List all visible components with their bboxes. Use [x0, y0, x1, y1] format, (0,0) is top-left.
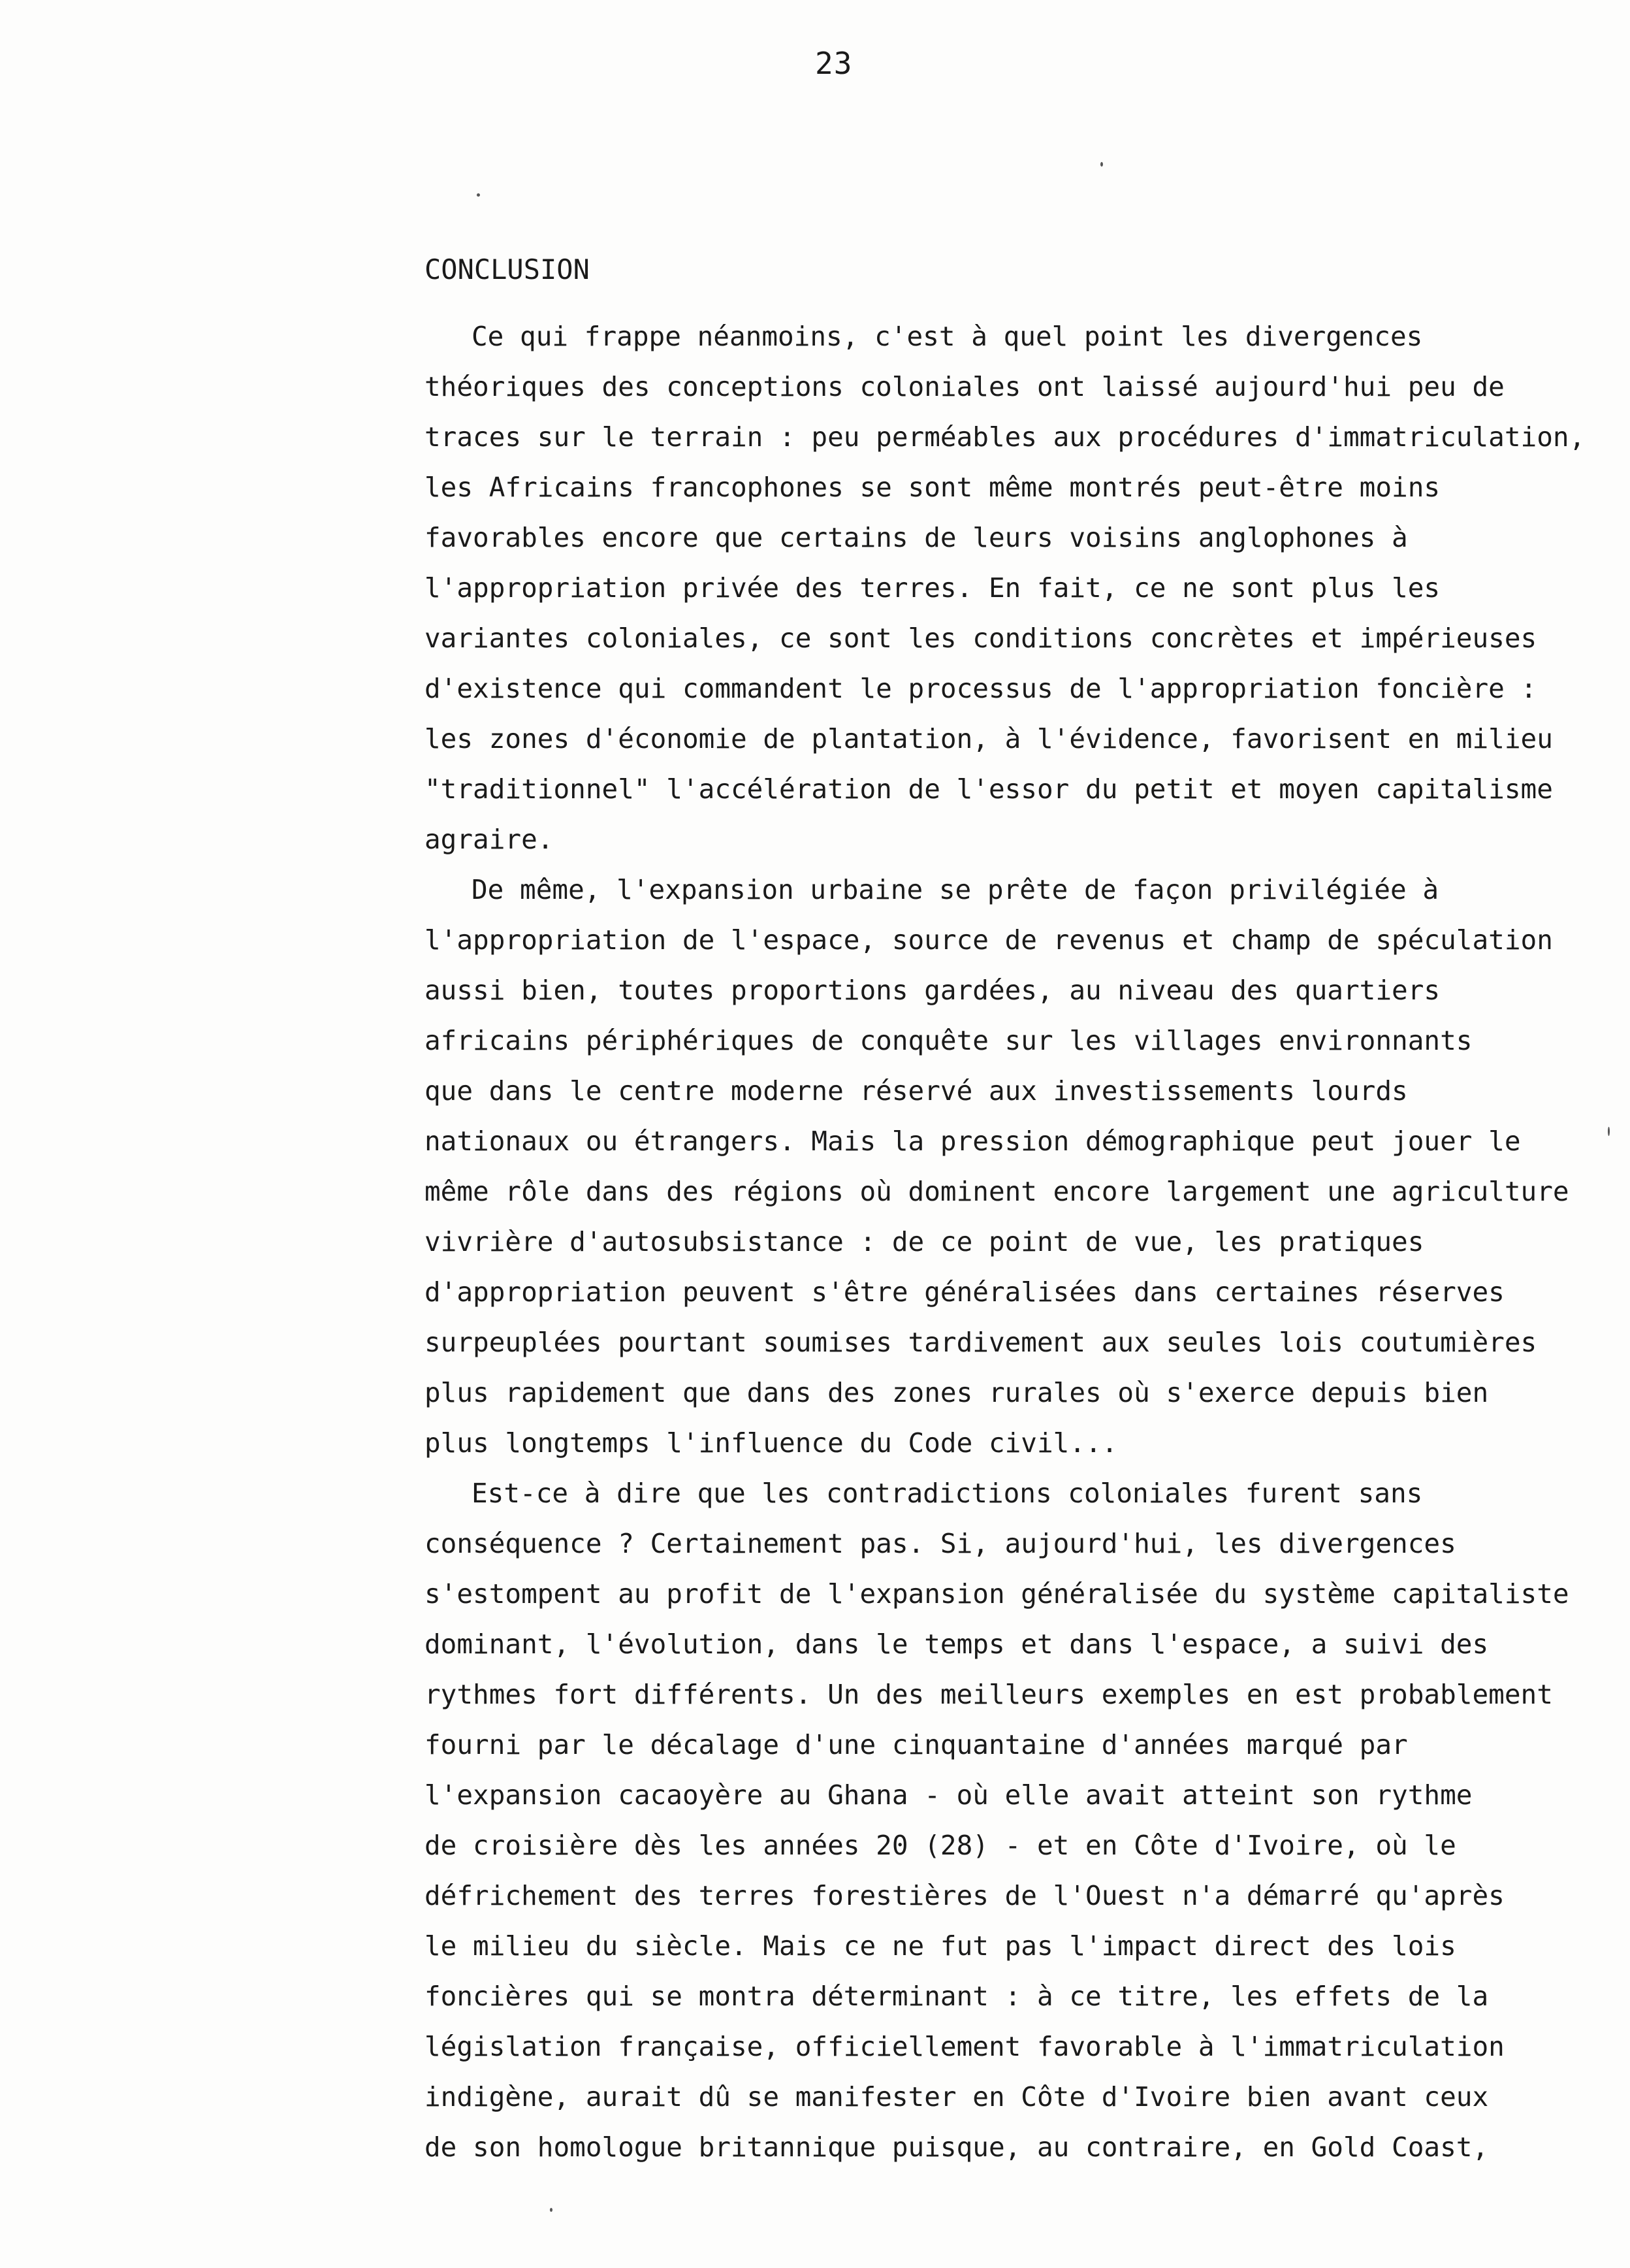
section-heading: CONCLUSION [424, 253, 590, 285]
paragraph [424, 865, 1613, 1468]
text-line: d'existence qui commandent le processus de l'appropriation foncière : [424, 673, 1537, 704]
text-line: rythmes fort différents. Un des meilleurs exemples en est probablement [424, 1679, 1553, 1710]
text-line: conséquence ? Certainement pas. Si, aujourd'hui, les divergences [424, 1528, 1456, 1559]
text-line: que dans le centre moderne réservé aux investissements lourds [424, 1075, 1408, 1107]
text-line: aussi bien, toutes proportions gardées, au niveau des quartiers [424, 975, 1441, 1006]
text-line: africains périphériques de conquête sur les villages environnants [424, 1025, 1473, 1056]
text-line: nationaux ou étrangers. Mais la pression démographique peut jouer le [424, 1126, 1521, 1157]
page-number: 23 [815, 46, 853, 81]
text-line: de son homologue britannique puisque, au contraire, en Gold Coast, [424, 2131, 1489, 2163]
text-line: législation française, officiellement favorable à l'immatriculation [424, 2031, 1505, 2062]
text-line: traces sur le terrain : peu perméables aux procédures d'immatriculation, [424, 421, 1586, 453]
text-line: le milieu du siècle. Mais ce ne fut pas l'impact direct des lois [424, 1930, 1456, 1962]
text-line: s'estompent au profit de l'expansion généralisée du système capitaliste [424, 1578, 1569, 1610]
text-line: vivrière d'autosubsistance : de ce point de vue, les pratiques [424, 1226, 1424, 1257]
text-line: indigène, aurait dû se manifester en Côte d'Ivoire bien avant ceux [424, 2081, 1489, 2113]
paragraph [424, 312, 1613, 865]
text-line: l'appropriation de l'espace, source de revenus et champ de spéculation [424, 924, 1553, 956]
text-line: "traditionnel" l'accélération de l'essor du petit et moyen capitalisme [424, 773, 1553, 805]
scan-speck [550, 2208, 552, 2212]
scan-speck [1608, 1127, 1610, 1136]
scan-speck [477, 193, 480, 197]
text-line: l'expansion cacaoyère au Ghana - où elle avait atteint son rythme [424, 1779, 1473, 1811]
text-line: plus rapidement que dans des zones rurales où s'exerce depuis bien [424, 1377, 1489, 1408]
paragraph-first-line: De même, l'expansion urbaine se prête de façon privilégiée à [471, 874, 1439, 905]
text-line: dominant, l'évolution, dans le temps et dans l'espace, a suivi des [424, 1628, 1489, 1660]
text-line: agraire. [424, 824, 554, 855]
paragraph-list [424, 312, 1613, 2173]
body-text [424, 245, 1613, 2173]
paragraph-first-line: Est-ce à dire que les contradictions coloniales furent sans [471, 1478, 1423, 1509]
text-line: plus longtemps l'influence du Code civil... [424, 1427, 1118, 1459]
paragraph [424, 1468, 1613, 2173]
text-line: défrichement des terres forestières de l'Ouest n'a démarré qu'après [424, 1880, 1505, 1911]
text-line: fourni par le décalage d'une cinquantaine d'années marqué par [424, 1729, 1408, 1760]
text-line: même rôle dans des régions où dominent encore largement une agriculture [424, 1176, 1569, 1207]
text-line: les zones d'économie de plantation, à l'évidence, favorisent en milieu [424, 723, 1553, 754]
text-line: l'appropriation privée des terres. En fait, ce ne sont plus les [424, 572, 1441, 604]
scan-speck [1100, 162, 1103, 167]
text-line: favorables encore que certains de leurs voisins anglophones à [424, 522, 1408, 553]
text-line: de croisière dès les années 20 (28) - et en Côte d'Ivoire, où le [424, 1830, 1456, 1861]
text-line: surpeuplées pourtant soumises tardivement aux seules lois coutumières [424, 1327, 1537, 1358]
text-line: foncières qui se montra déterminant : à ce titre, les effets de la [424, 1981, 1489, 2012]
text-line: les Africains francophones se sont même montrés peut-être moins [424, 472, 1441, 503]
text-line: d'appropriation peuvent s'être généralisées dans certaines réserves [424, 1276, 1505, 1308]
text-line: théoriques des conceptions coloniales ont laissé aujourd'hui peu de [424, 371, 1505, 402]
paragraph-first-line: Ce qui frappe néanmoins, c'est à quel point les divergences [471, 321, 1423, 352]
text-line: variantes coloniales, ce sont les conditions concrètes et impérieuses [424, 623, 1537, 654]
